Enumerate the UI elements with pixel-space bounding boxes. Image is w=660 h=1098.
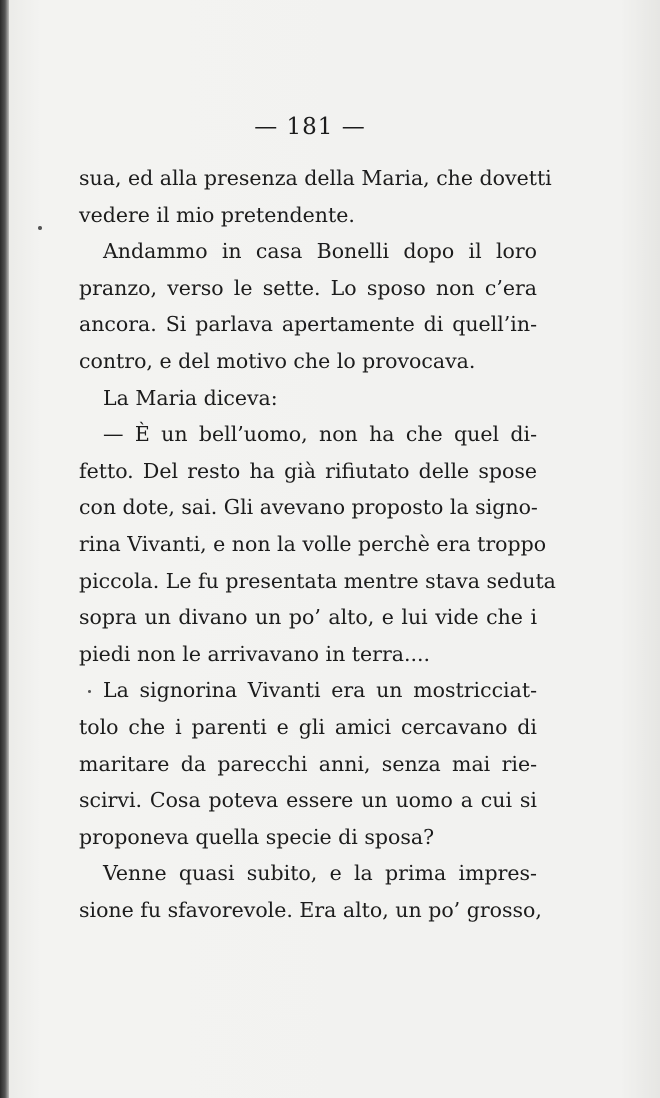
ink-speck — [38, 226, 42, 230]
text-line: piedi non le arrivavano in terra.... — [79, 641, 431, 666]
text-line: — È un bell’uomo, non ha che quel di- — [103, 422, 537, 447]
text-line: Venne quasi subito, e la prima impres- — [103, 861, 537, 886]
text-line: fetto. Del resto ha già rifiutato delle spose — [79, 458, 537, 483]
text-line: sopra un divano un po’ alto, e lui vide che i — [79, 605, 537, 630]
text-line: vedere il mio pretendente. — [79, 202, 355, 227]
text-line: pranzo, verso le sette. Lo sposo non c’era — [79, 275, 537, 300]
binding-edge — [0, 0, 9, 1098]
body-text — [79, 160, 556, 928]
text-line: La signorina Vivanti era un mostricciat- — [103, 678, 537, 703]
ink-speck — [88, 690, 91, 693]
text-line: Andammo in casa Bonelli dopo il loro — [103, 239, 537, 264]
text-line: rina Vivanti, e non la volle perchè era troppo — [79, 531, 547, 556]
text-line: maritare da parecchi anni, senza mai rie- — [79, 751, 537, 776]
text-line: sua, ed alla presenza della Maria, che dovetti — [79, 166, 552, 190]
text-line: proponeva quella specie di sposa? — [79, 824, 435, 849]
text-line: con dote, sai. Gli avevano proposto la signo- — [79, 495, 538, 520]
page-number: — 181 — — [254, 114, 366, 140]
text-line: scirvi. Cosa poteva essere un uomo a cui si — [79, 788, 537, 813]
text-line: sione fu sfavorevole. Era alto, un po’ grosso, — [79, 897, 542, 922]
text-line: piccola. Le fu presentata mentre stava seduta — [79, 568, 556, 593]
text-line: contro, e del motivo che lo provocava. — [79, 348, 476, 373]
text-line: ancora. Si parlava apertamente di quell’in- — [79, 312, 537, 337]
text-line: tolo che i parenti e gli amici cercavano di — [79, 714, 537, 739]
text-line: La Maria diceva: — [103, 385, 278, 410]
